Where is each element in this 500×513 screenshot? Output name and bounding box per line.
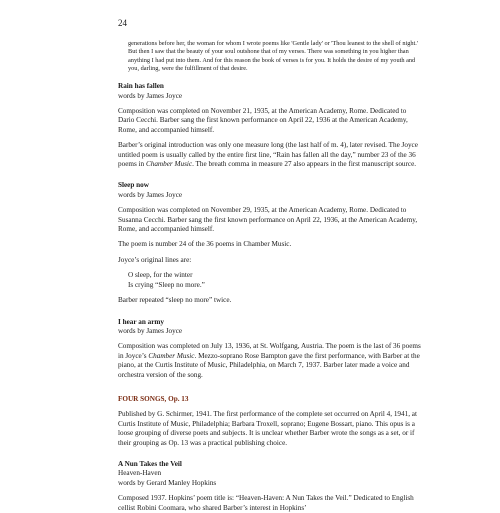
section-author: words by Gerard Manley Hopkins — [118, 478, 217, 487]
paragraph: Barber’s original introduction was only one measure long (the last half of m. 4), later revised. The Joyce untitled poem is usually called by the entire first line, “Rain has fallen all the day,” number 23 of the 36 poems in Chamber Music. The breath comma in measure 27 also appears in the first manuscript source. — [118, 141, 418, 169]
paragraph: Composed 1937. Hopkins’ poem title is: “Heaven-Haven: A Nun Takes the Veil.” Dedicated to English cellist Robini Coomara, who shared Barber’s interest in Hopkins’ — [118, 494, 414, 512]
paragraph: Composition was completed on November 21, 1935, at the American Academy, Rome. Dedicated to Dario Cecchi. Barber sang the first known performance on April 22, 1936 at the American Academy, Rome, and accompanied himself. — [118, 107, 408, 134]
paragraph: Published by G. Schirmer, 1941. The first performance of the complete set occurred on April 4, 1941, at Curtis Institute of Music, Philadelphia; Barbara Troxell, soprano; Eugene Bossart, piano. This opus is a loose grouping of diverse poets and subjects. It is unclear whether Barber wrote the songs as a set, or if their grouping as Op. 13 was a practical publishing choice. — [118, 410, 417, 447]
section-four-songs — [118, 395, 424, 448]
paragraph: Composition was completed on November 29, 1935, at the American Academy, Rome. Dedicated to Susanna Cecchi. Barber sang the first known performance on April 22, 1936, at the American Academy, Rome, and accompanied himself. — [118, 206, 418, 234]
section-subtitle: Heaven-Haven — [118, 469, 162, 478]
section-author: words by James Joyce — [118, 326, 183, 335]
page-content — [118, 40, 424, 513]
section-author: words by James Joyce — [118, 91, 183, 100]
paragraph: Barber repeated “sleep no more” twice. — [118, 296, 232, 305]
section-i-hear-an-army — [118, 318, 424, 380]
section-title: I hear an army — [118, 317, 164, 326]
poem-line: Is crying “Sleep no more.” — [128, 280, 205, 289]
paragraph: Joyce’s original lines are: — [118, 255, 192, 264]
italic-title: Chamber Music — [148, 351, 195, 360]
section-title: FOUR SONGS, Op. 13 — [118, 394, 189, 403]
page-number: 24 — [118, 18, 127, 28]
section-author: words by James Joyce — [118, 190, 183, 199]
section-a-nun-takes-the-veil — [118, 460, 424, 513]
section-title: Sleep now — [118, 181, 149, 190]
paragraph: Composition was completed on July 13, 1936, at St. Wolfgang, Austria. The poem is the last of 36 poems in Joyce’s Chamber Music. Mezzo-soprano Rose Bampton gave the first performance, with Barber at the piano, at the Curtis Institute of Music, Philadelphia, on March 7, 1937. Barber later made a voice and orchestra version of the song. — [118, 342, 421, 379]
poem-excerpt — [128, 271, 424, 290]
italic-title: Chamber Music — [145, 160, 193, 169]
section-sleep-now — [118, 181, 424, 305]
block-quote: generations before her, the woman for whom I wrote poems like 'Gentle lady' or 'Thou leanest to the shell of night.' But then I saw that the beauty of your soul outshone that of my verses. There was something in you higher than anything I had put into them. And for this reason the book of verses is for you. It holds the desire of my youth and you, darling, were the fulfillment of that desire. — [128, 40, 419, 72]
section-title: A Nun Takes the Veil — [118, 459, 182, 468]
paragraph: The poem is number 24 of the 36 poems in Chamber Music. — [118, 240, 292, 249]
section-rain-has-fallen — [118, 82, 424, 169]
poem-line: O sleep, for the winter — [128, 271, 193, 280]
section-title: Rain has fallen — [118, 82, 164, 91]
